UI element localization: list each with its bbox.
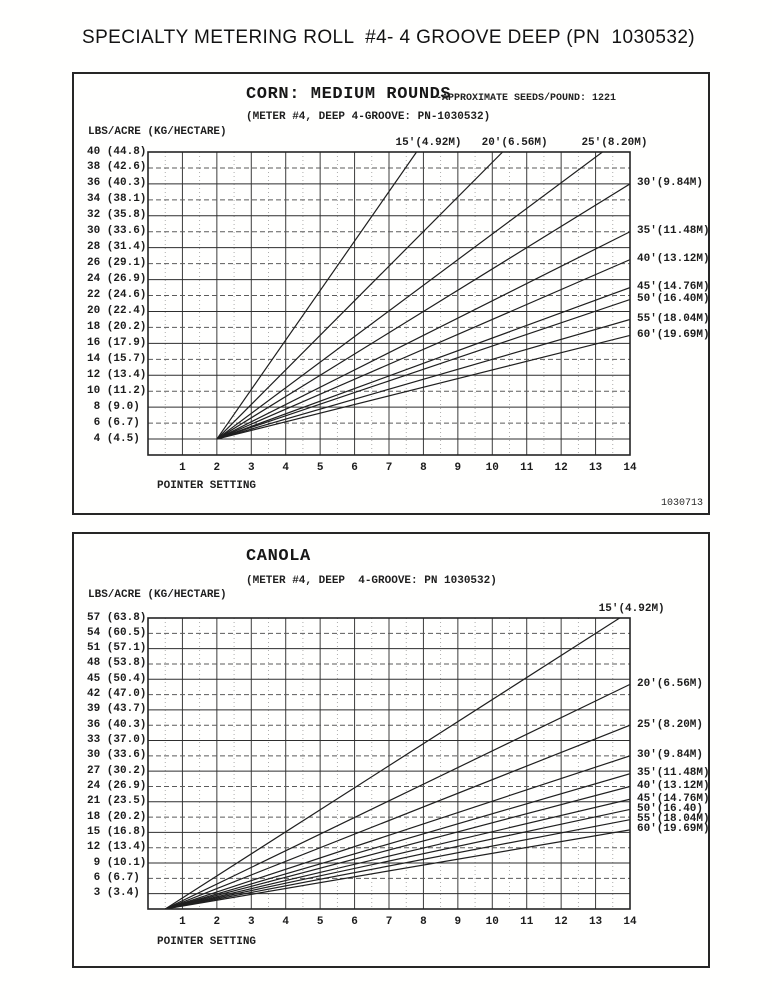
series-line-label: 15'(4.92M) [395,137,462,149]
x-tick-label: 5 [316,462,324,474]
corn-doc-number: 1030713 [660,498,703,509]
y-tick-label: 30 (33.6) [87,225,147,238]
x-tick-label: 14 [623,916,637,928]
y-tick-label: 21 (23.5) [87,795,147,808]
x-tick-label: 13 [588,462,603,474]
y-tick-label: 12 (13.4) [87,368,147,381]
x-tick-label: 10 [485,462,499,474]
series-line-label: 30'(9.84M) [637,749,704,762]
x-tick-label: 10 [485,916,499,928]
x-tick-label: 4 [282,916,289,928]
series-line-label: 15'(4.92M) [598,603,665,615]
x-tick-label: 4 [282,462,289,474]
x-tick-label: 9 [454,916,462,928]
y-tick-label: 32 (35.8) [87,209,147,222]
x-tick-label: 13 [588,916,603,928]
corn-chart-panel [72,72,710,515]
series-line-label: 35'(11.48M) [637,767,710,780]
series-line-label: 35'(11.48M) [637,225,710,238]
series-line-label: 20'(6.56M) [481,137,548,149]
y-tick-label: 9 (10.1) [87,856,147,869]
series-line-label: 25'(8.20M) [581,137,648,149]
x-tick-label: 8 [420,462,427,474]
x-tick-label: 7 [385,916,393,928]
series-line-label: 60'(19.69M) [637,328,710,341]
series-line-label: 45'(14.76M) [637,792,710,805]
x-tick-label: 6 [351,462,358,474]
y-tick-label: 33 (37.0) [87,734,147,747]
y-tick-label: 14 (15.7) [87,352,147,365]
corn-y-axis-label: LBS/ACRE (KG/HECTARE) [88,126,227,138]
x-tick-label: 12 [554,916,568,928]
series-line-label: 55'(18.04M) [637,813,710,826]
series-line-label: 60'(19.69M) [637,823,710,836]
y-tick-label: 10 (11.2) [87,384,147,397]
x-tick-label: 7 [385,462,393,474]
corn-x-axis-label: POINTER SETTING [157,480,257,492]
canola-x-axis-label: POINTER SETTING [157,936,257,948]
y-tick-label: 15 (16.8) [87,825,147,838]
y-tick-label: 26 (29.1) [87,257,147,270]
y-tick-label: 40 (44.8) [87,145,147,158]
series-line-label: 40'(13.12M) [637,253,710,266]
y-tick-label: 42 (47.0) [87,688,147,701]
x-tick-label: 1 [179,462,186,474]
x-tick-label: 1 [179,916,186,928]
series-line-label: 20'(6.56M) [637,677,704,690]
chart-grid-svg [74,534,708,966]
y-tick-label: 45 (50.4) [87,672,147,685]
canola-chart-title: CANOLA [246,547,311,566]
y-tick-label: 51 (57.1) [87,642,147,655]
x-tick-label: 11 [520,462,534,474]
y-tick-label: 22 (24.6) [87,289,147,302]
y-tick-label: 39 (43.7) [87,703,147,716]
y-tick-label: 38 (42.6) [87,161,147,174]
canola-chart-subtitle: (METER #4, DEEP 4-GROOVE: PN 1030532) [246,575,497,587]
y-tick-label: 57 (63.8) [87,611,147,624]
y-tick-label: 28 (31.4) [87,241,147,254]
canola-y-axis-label: LBS/ACRE (KG/HECTARE) [88,589,227,601]
corn-chart-title: CORN: MEDIUM ROUNDS [246,85,452,104]
x-tick-label: 5 [316,916,324,928]
canola-plot-area [74,534,708,966]
y-tick-label: 34 (38.1) [87,193,147,206]
y-tick-label: 18 (20.2) [87,320,147,333]
x-tick-label: 3 [247,462,255,474]
series-line-label: 55'(18.04M) [637,312,710,325]
canola-chart-panel [72,532,710,968]
series-line-label: 45'(14.76M) [637,281,710,294]
x-tick-label: 9 [454,462,462,474]
x-tick-label: 3 [247,916,255,928]
y-tick-label: 3 (3.4) [87,887,140,900]
y-tick-label: 30 (33.6) [87,749,147,762]
corn-plot-area [74,74,708,513]
y-tick-label: 6 (6.7) [87,871,140,884]
x-tick-label: 2 [213,462,221,474]
x-tick-label: 2 [213,916,221,928]
y-tick-label: 24 (26.9) [87,779,147,792]
series-line-label: 30'(9.84M) [637,177,704,190]
y-tick-label: 16 (17.9) [87,336,147,349]
series-line-label: 40'(13.12M) [637,779,710,792]
y-tick-label: 54 (60.5) [87,626,147,639]
series-line-label: 50'(16.40) [637,802,704,815]
x-tick-label: 14 [623,462,637,474]
series-line-label: 25'(8.20M) [637,718,704,731]
page-title: SPECIALTY METERING ROLL #4- 4 GROOVE DEEP (PN 1030532) [82,27,696,48]
y-tick-label: 4 (4.5) [87,432,140,445]
y-tick-label: 48 (53.8) [87,657,147,670]
y-tick-label: 24 (26.9) [87,273,147,286]
y-tick-label: 36 (40.3) [87,177,147,190]
series-line-label: 50'(16.40M) [637,293,710,305]
y-tick-label: 27 (30.2) [87,764,147,777]
y-tick-label: 8 (9.0) [87,400,140,413]
y-tick-label: 18 (20.2) [87,810,147,823]
y-tick-label: 20 (22.4) [87,304,147,317]
corn-chart-subtitle: (METER #4, DEEP 4-GROOVE: PN-1030532) [246,111,491,123]
x-tick-label: 11 [520,916,534,928]
x-tick-label: 8 [420,916,427,928]
y-tick-label: 6 (6.7) [87,416,140,429]
x-tick-label: 6 [351,916,358,928]
corn-seeds-per-pound-note: -APPROXIMATE SEEDS/POUND: 1221 [436,93,617,104]
x-tick-label: 12 [554,462,568,474]
y-tick-label: 12 (13.4) [87,841,147,854]
y-tick-label: 36 (40.3) [87,718,147,731]
